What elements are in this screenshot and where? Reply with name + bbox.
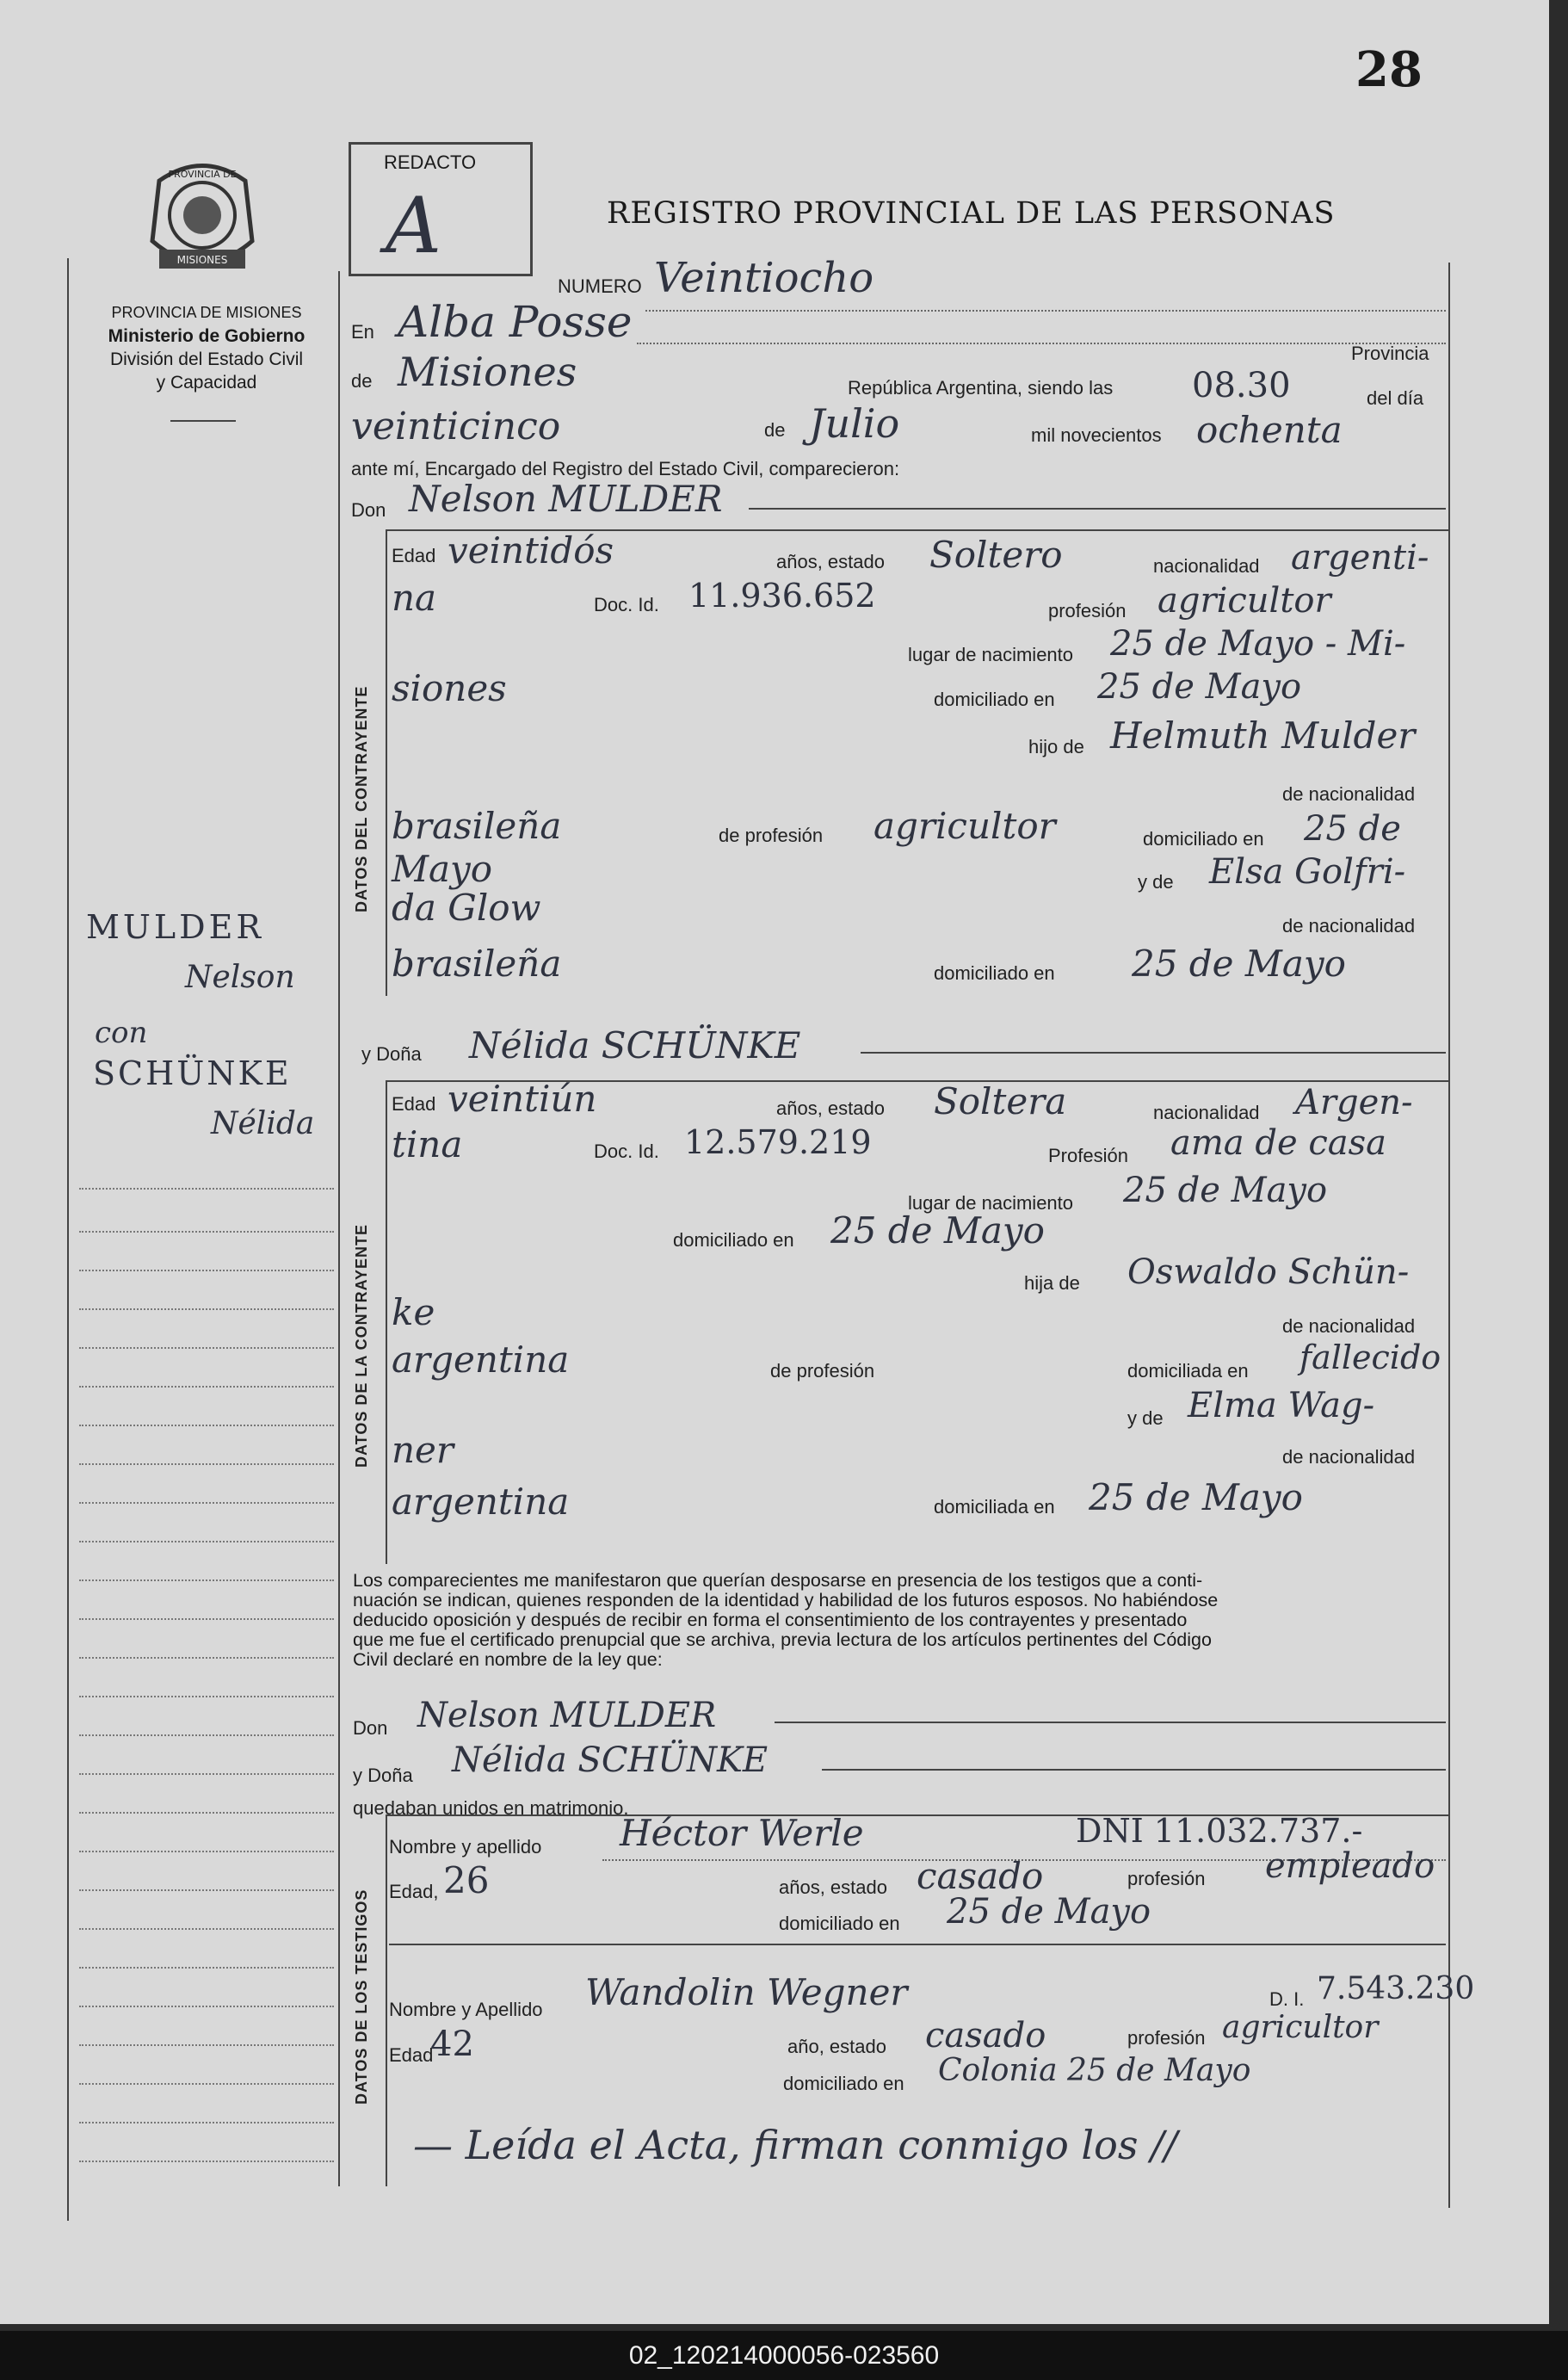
t1-edad-value: 26 [443,1859,490,1901]
mes-value: Julio [809,400,900,447]
scan-id-footer: 02_120214000056-023560 [0,2331,1568,2380]
provincial-seal-icon [142,155,262,280]
decl-dona-line [822,1769,1446,1771]
margin-note-surname-2: SCHÜNKE [93,1054,292,1092]
en-label: En [351,321,374,343]
declaracion-paragraph [353,1571,1444,1670]
t2-doc-label: D. I. [1269,1988,1305,2010]
capacity-line: y Capacidad [156,373,257,393]
t2-estado-label: año, estado [787,2036,886,2057]
t2-prof-value: agricultor [1222,2010,1379,2045]
c-edad-value: veintidós [448,529,614,572]
f-padre-value-2: ke [392,1291,435,1333]
f-madre-value-2: ner [392,1429,454,1471]
ministry-line: Ministerio de Gobierno [108,326,306,346]
stamp-label: REDACTO [384,151,477,173]
t2-edad-value: 42 [430,2025,474,2064]
republica-label: República Argentina, siendo las [848,377,1114,399]
c-padre-dom-2: Mayo [392,848,493,890]
c-estado-label: años, estado [776,551,885,572]
f-prof-label: Profesión [1048,1145,1128,1166]
c-nac-value-2: na [392,577,437,619]
del-dia-label: del día [1367,387,1424,409]
c-dom2-label: domiciliado en [1143,828,1264,850]
t1-dom-value: 25 de Mayo [947,1892,1151,1932]
testigos-section-label: DATOS DE LOS TESTIGOS [353,1889,370,2105]
en-line [637,343,1446,344]
t1-edad-label: Edad, [389,1881,439,1902]
de-label: de [351,370,373,392]
t2-dom-value: Colonia 25 de Mayo [938,2053,1251,2088]
c-prof-label: profesión [1048,600,1127,621]
c-dom3-label: domiciliado en [934,962,1055,984]
t1-nombre-value: Héctor Werle [620,1812,864,1854]
f-y-de-label: y de [1127,1407,1164,1429]
f-doc-label: Doc. Id. [594,1141,659,1162]
f-nac-value-2: tina [392,1123,463,1165]
t2-edad-label: Edad [389,2044,434,2066]
page-title: REGISTRO PROVINCIAL DE LAS PERSONAS [607,196,1336,231]
f-lugar-label: lugar de nacimiento [908,1192,1074,1214]
decl-don-label: Don [353,1717,388,1739]
c-doc-value: 11.936.652 [688,577,876,615]
stamp-initial: A [386,181,441,271]
dona-label: y Doña [361,1043,422,1065]
provincia-label: Provincia [1351,343,1429,364]
dona-line [861,1052,1446,1054]
margin-note-name: Nelson [185,960,295,995]
declaracion-line-2: nuación se indican, quienes responden de la identidad y habilidad de los futuros esposos. No habiéndose [353,1590,1219,1610]
c-padre-nac: brasileña [392,805,562,847]
f-dom-value: 25 de Mayo [830,1209,1045,1252]
numero-line [645,310,1446,312]
t1-estado-value: casado [917,1855,1044,1897]
decl-don-value: Nelson MULDER [417,1696,717,1735]
f-estado-value: Soltera [934,1080,1067,1122]
t1-doc-value: DNI 11.032.737.- [1076,1812,1363,1850]
c-hijo-label: hijo de [1028,736,1084,757]
c-padre-prof: agricultor [874,805,1056,847]
dia-value: veinticinco [351,405,561,448]
t2-nombre-value: Wandolin Wegner [585,1971,908,2013]
testigos-divider [389,1944,1446,1945]
c-y-de-label: y de [1138,871,1174,893]
f-dom2-label: domiciliada en [1127,1360,1249,1382]
f-estado-label: años, estado [776,1097,885,1119]
f-de-nac-label: de nacionalidad [1282,1315,1416,1337]
seal-top-text: PROVINCIA DE [168,169,237,180]
t2-dom-label: domiciliado en [783,2073,904,2094]
c-nac-value: argenti- [1291,538,1429,578]
f-de-nac2-label: de nacionalidad [1282,1446,1416,1468]
t1-prof-label: profesión [1127,1868,1206,1889]
dona-value: Nélida SCHÜNKE [469,1024,801,1066]
mil-label: mil novecientos [1031,424,1162,446]
c-edad-label: Edad [392,545,436,566]
f-edad-label: Edad [392,1093,436,1115]
f-doc-value: 12.579.219 [684,1123,872,1161]
c-prof-value: agricultor [1157,581,1331,621]
declaracion-line-1: Los comparecientes me manifestaron que querían desposarse en presencia de los testigos que a conti- [353,1570,1203,1591]
seal-bottom-text: MISIONES [176,254,228,266]
t2-estado-value: casado [925,2016,1046,2055]
c-padre-value: Helmuth Mulder [1110,714,1416,757]
margin-note-con: con [95,1016,148,1050]
t1-estado-label: años, estado [779,1876,887,1898]
c-de-nac-label: de nacionalidad [1282,783,1416,805]
c-lugar-value-2: siones [392,667,507,709]
c-padre-dom: 25 de [1304,809,1401,849]
f-dom-label: domiciliado en [673,1229,794,1251]
declaracion-line-4: que me fue el certificado prenupcial que se archiva, previa lectura de los artículos pertinentes del Código [353,1629,1212,1650]
f-lugar-value: 25 de Mayo [1123,1171,1328,1210]
page-number: 28 [1355,41,1423,98]
redacto-stamp [349,142,533,276]
ante-label: ante mí, Encargado del Registro del Estado Civil, comparecieron: [351,458,900,479]
de-value: Misiones [398,349,577,395]
f-madre-nac: argentina [392,1481,570,1523]
f-dom3-label: domiciliada en [934,1496,1055,1518]
t2-doc-value: 7.543.230 [1317,1971,1475,2006]
t1-dom-label: domiciliado en [779,1913,900,1934]
margin-note-name-2: Nélida [211,1106,315,1141]
decl-dona-value: Nélida SCHÜNKE [452,1740,769,1780]
margin-note-surname: MULDER [86,908,264,946]
c-de-prof-label: de profesión [719,825,824,846]
en-value: Alba Posse [398,297,633,347]
c-nac-label: nacionalidad [1153,555,1260,577]
f-madre-value: Elma Wag- [1188,1386,1375,1425]
c-dom-value: 25 de Mayo [1097,667,1302,707]
f-edad-value: veintiún [448,1078,597,1120]
t1-nombre-label: Nombre y apellido [389,1836,542,1858]
decl-dona-label: y Doña [353,1765,413,1786]
f-padre-value: Oswaldo Schün- [1127,1252,1410,1292]
de2-label: de [764,419,786,441]
c-dom-label: domiciliado en [934,689,1055,710]
f-nac-value: Argen- [1295,1083,1413,1122]
c-de-nac2-label: de nacionalidad [1282,915,1416,937]
don-value: Nelson MULDER [409,478,723,520]
c-madre-nac: brasileña [392,943,562,985]
closing-line: — Leída el Acta, firman conmigo los // [413,2122,1178,2168]
t2-prof-label: profesión [1127,2027,1206,2049]
numero-value: Veintiocho [654,254,874,302]
c-lugar-value: 25 de Mayo - Mi- [1110,624,1406,664]
declaracion-line-5: Civil declaré en nombre de la ley que: [353,1649,663,1670]
f-padre-nac: argentina [392,1338,570,1381]
c-madre-value-2: da Glow [392,887,541,929]
left-margin-rule [67,258,69,2221]
f-hija-label: hija de [1024,1272,1080,1294]
declaracion-line-3: deducido oposición y después de recibir en forma el consentimiento de los contrayentes y presentado [353,1610,1188,1630]
c-doc-label: Doc. Id. [594,594,659,615]
main-left-border [338,271,340,2186]
decl-don-line [775,1722,1446,1723]
f-madre-dom: 25 de Mayo [1089,1476,1303,1518]
contrayente-section-label: DATOS DEL CONTRAYENTE [353,685,370,912]
c-madre-value: Elsa Golfri- [1209,852,1406,892]
numero-label: NUMERO [558,275,642,297]
c-lugar-label: lugar de nacimiento [908,644,1074,665]
c-estado-value: Soltero [929,534,1063,576]
short-divider [170,420,236,422]
anio-value: ochenta [1196,409,1343,451]
f-padre-dom: fallecido [1299,1338,1441,1376]
unidos-text: quedaban unidos en matrimonio. [353,1797,629,1819]
don-label: Don [351,499,386,521]
c-madre-dom: 25 de Mayo [1132,943,1346,985]
f-de-prof-label: de profesión [770,1360,875,1382]
contrayente-f-section-label: DATOS DE LA CONTRAYENTE [353,1223,370,1468]
province-line: PROVINCIA DE MISIONES [111,304,302,321]
division-line: División del Estado Civil [109,349,304,369]
f-nac-label: nacionalidad [1153,1102,1260,1123]
hora-value: 08.30 [1192,366,1291,405]
don-line [749,508,1446,510]
f-prof-value: ama de casa [1170,1123,1386,1163]
t1-prof-value: empleado [1265,1846,1435,1886]
t2-nombre-label: Nombre y Apellido [389,1999,543,2020]
